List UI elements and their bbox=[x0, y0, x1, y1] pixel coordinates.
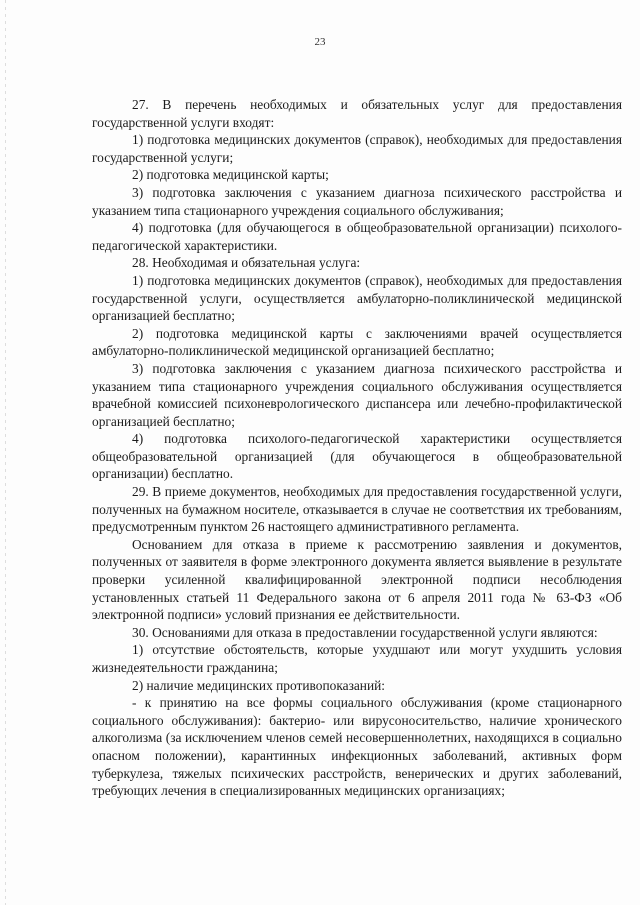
document-body bbox=[92, 96, 622, 800]
paragraph-29-electronic: Основанием для отказа в приеме к рассмотрению заявления и документов, полученных от заявителя в форме электронного документа является выявление в результате проверки усиленной квалифицированной электронной подписи несоблюдения установленных статьей 11 Федерального закона от 6 апреля 2011 года № 63-ФЗ «Об электронной подписи» условий признания ее действительности. bbox=[92, 536, 622, 623]
paragraph-28-item-1: 1) подготовка медицинских документов (справок), необходимых для предоставления государственной услуги, осуществляется амбулаторно-поликлинической медицинской организацией бесплатно; bbox=[92, 272, 622, 324]
paragraph-30-item-2: 2) наличие медицинских противопоказаний: bbox=[132, 677, 386, 693]
paragraph-29: 29. В приеме документов, необходимых для предоставления государственной услуги, полученных на бумажном носителе, отказывается в случае не соответствия их требованиям, предусмотренным пунктом 26 настоящего административного регламента. bbox=[92, 484, 622, 535]
paragraph-28-item-2: 2) подготовка медицинской карты с заключениями врачей осуществляется амбулаторно-поликлинической медицинской организацией бесплатно; bbox=[92, 325, 622, 359]
paragraph-28-intro: 28. Необходимая и обязательная услуга: bbox=[132, 255, 361, 271]
scan-edge-line bbox=[5, 0, 6, 905]
page-number: 23 bbox=[314, 36, 326, 48]
paragraph-27-intro: 27. В перечень необходимых и обязательных услуг для предоставления государственной услуги входят: bbox=[92, 97, 622, 130]
paragraph-27-item-4: 4) подготовка (для обучающегося в общеобразовательной организации) психолого-педагогической характеристики. bbox=[92, 220, 622, 253]
paragraph-28-item-3: 3) подготовка заключения с указанием диагноза психического расстройства и указанием типа стационарного учреждения социального обслуживания осуществляется врачебной комиссией психоневрологического диспансера или лечебно-профилактической организацией бесплатно; bbox=[92, 360, 622, 429]
paragraph-28-item-4: 4) подготовка психолого-педагогической характеристики осуществляется общеобразовательной организацией (для обучающегося в общеобразовательной организации) бесплатно. bbox=[92, 431, 622, 482]
paragraph-30-item-1: 1) отсутствие обстоятельств, которые ухудшают или могут ухудшить условия жизнедеятельности гражданина; bbox=[92, 642, 622, 675]
paragraph-30-intro: 30. Основаниями для отказа в предоставлении государственной услуги являются: bbox=[132, 624, 598, 640]
paragraph-27-item-1: 1) подготовка медицинских документов (справок), необходимых для предоставления государственной услуги; bbox=[92, 132, 622, 165]
paragraph-27-item-3: 3) подготовка заключения с указанием диагноза психического расстройства и указанием типа стационарного учреждения социального обслуживания; bbox=[92, 184, 622, 218]
paragraph-27-item-2: 2) подготовка медицинской карты; bbox=[132, 167, 329, 183]
paragraph-30-contraindications: - к принятию на все формы социального обслуживания (кроме стационарного социального обслуживания): бактерио- или вирусоносительство, наличие хронического алкоголизма (за исключением членов семей несовершеннолетних, находящихся в социально опасном положении), карантинных инфекционных заболеваний, активных форм туберкулеза, тяжелых психических расстройств, венерических и других заболеваний, требующих лечения в специализированных медицинских организациях; bbox=[92, 695, 622, 799]
